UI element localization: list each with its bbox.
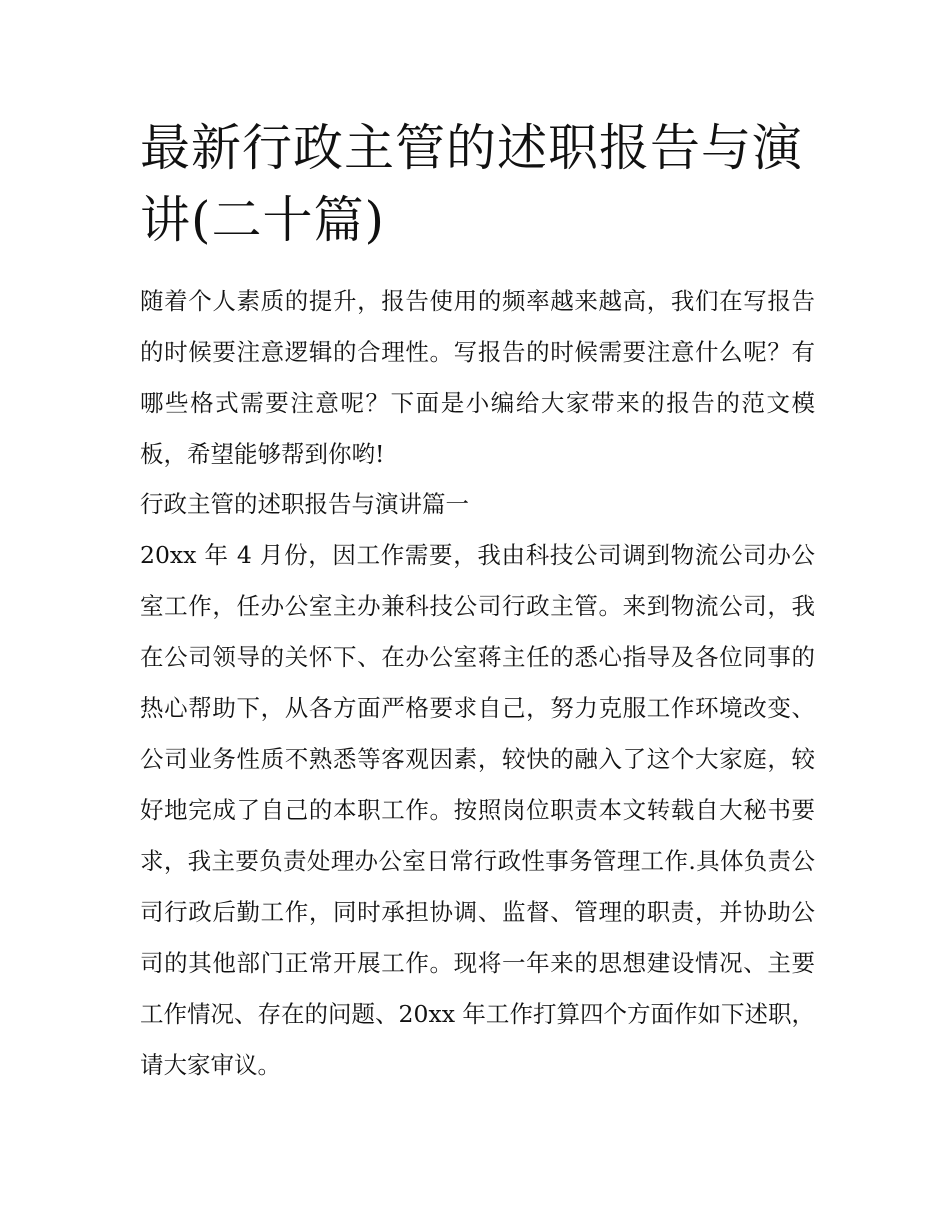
body-paragraph: 20xx 年 4 月份，因工作需要，我由科技公司调到物流公司办公室工作，任办公室主办兼科技公司行政主管。来到物流公司，我在公司领导的关怀下、在办公室蒋主任的悉心指导及各位同事的热心帮助下，从各方面严格要求自己，努力克服工作环境改变、公司业务性质不熟悉等客观因素，较快的融入了这个大家庭，较好地完成了自己的本职工作。按照岗位职责本文转载自大秘书要求，我主要负责处理办公室日常行政性事务管理工作.具体负责公司行政后勤工作，同时承担协调、监督、管理的职责，并协助公司的其他部门正常开展工作。现将一年来的思想建设情况、主要工作情况、存在的问题、20xx 年工作打算四个方面作如下述职，请大家审议。: [140, 541, 815, 1079]
document-title: 最新行政主管的述职报告与演讲(二十篇): [140, 119, 803, 249]
section-heading: 行政主管的述职报告与演讲篇一: [140, 490, 469, 518]
intro-paragraph: 随着个人素质的提升，报告使用的频率越来越高，我们在写报告的时候要注意逻辑的合理性。写报告的时候需要注意什么呢？有哪些格式需要注意呢？下面是小编给大家带来的报告的范文模板，希望能够帮到你哟!: [140, 287, 815, 468]
